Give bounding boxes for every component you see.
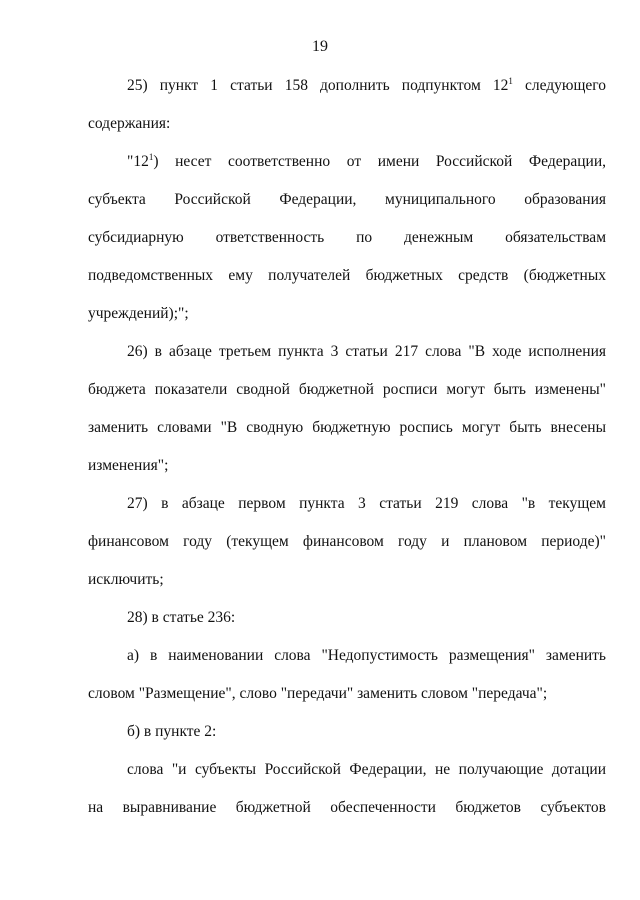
text-line: субъекта Российской Федерации, муниципального образования xyxy=(88,191,606,208)
text-line: 28) в статье 236: xyxy=(127,609,236,626)
text-line-end: ) несет соответственно от имени Российской Федерации, xyxy=(153,153,606,170)
text-line: 27) в абзаце первом пункта 3 статьи 219 слова "в текущем xyxy=(127,495,606,512)
text-line: заменить словами "В сводную бюджетную роспись могут быть внесены xyxy=(88,419,606,436)
text-line: исключить; xyxy=(88,571,164,588)
text-line: бюджета показатели сводной бюджетной росписи могут быть изменены" xyxy=(88,381,606,398)
text-line: субсидиарную ответственность по денежным обязательствам xyxy=(88,229,606,246)
text-line: словом "Размещение", слово "передачи" заменить словом "передача"; xyxy=(88,685,548,702)
text-line xyxy=(127,76,606,96)
text-line: 26) в абзаце третьем пункта 3 статьи 217 слова "В ходе исполнения xyxy=(127,343,606,360)
text-line: б) в пункте 2: xyxy=(127,723,217,740)
text-line: учреждений);"; xyxy=(88,305,189,322)
text-line: подведомственных ему получателей бюджетных средств (бюджетных xyxy=(88,267,606,284)
text-line: изменения"; xyxy=(88,457,169,474)
superscript: 1 xyxy=(148,152,154,162)
text-line xyxy=(127,152,606,172)
text-line-end: следующего xyxy=(512,77,606,94)
text-line-start: "12 xyxy=(127,153,149,170)
text-line: содержания: xyxy=(88,115,171,132)
text-line: а) в наименовании слова "Недопустимость размещения" заменить xyxy=(127,647,606,664)
text-line: на выравнивание бюджетной обеспеченности бюджетов субъектов xyxy=(88,799,606,816)
superscript: 1 xyxy=(508,76,513,86)
page-number: 19 xyxy=(312,38,328,55)
text-line: финансовом году (текущем финансовом году и плановом периоде)" xyxy=(88,533,606,550)
text-line: слова "и субъекты Российской Федерации, не получающие дотации xyxy=(127,761,606,778)
text-line-start: 25) пункт 1 статьи 158 дополнить подпунктом 12 xyxy=(127,77,509,94)
